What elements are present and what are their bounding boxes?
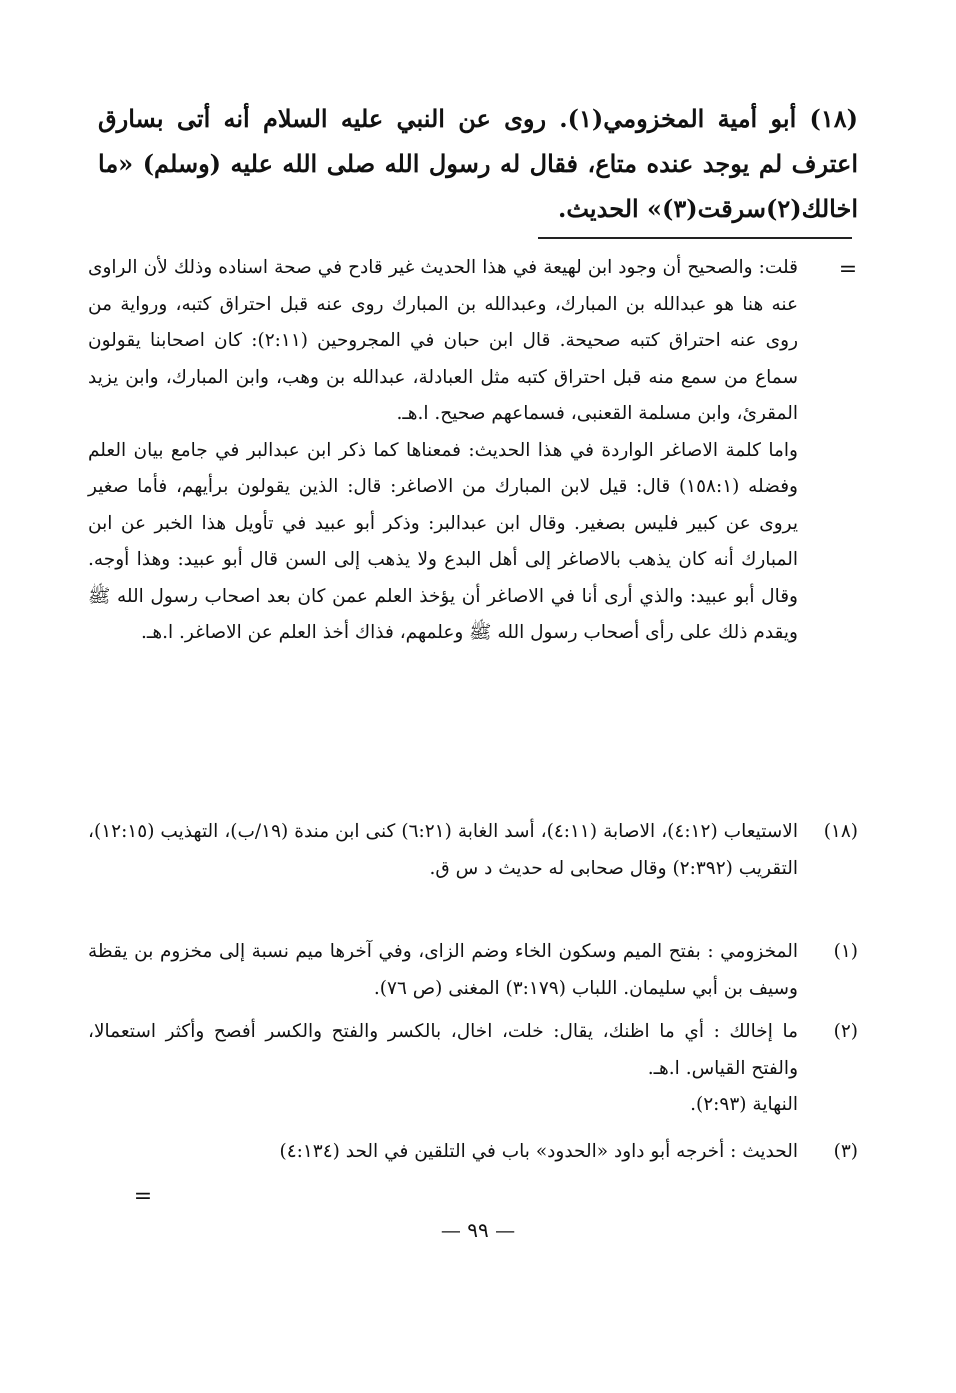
footnote-number: (٣)	[833, 1141, 858, 1162]
page-number: — ٩٩ —	[440, 1218, 516, 1242]
footnote-row	[88, 814, 858, 887]
main-text	[98, 96, 858, 231]
footnote-text	[88, 1014, 798, 1124]
footnote-18	[88, 814, 858, 887]
commentary-row	[88, 250, 858, 652]
footnote-separator-rule	[538, 237, 852, 239]
footnote-number: (١)	[833, 941, 858, 962]
footnote-1	[88, 934, 858, 1007]
footnote-row	[88, 1014, 858, 1124]
commentary-paragraph-1: قلت: والصحيح أن وجود ابن لهيعة في هذا الحديث غير قادح في صحة اسناده وذلك لأن الراوى عنه هنا هو عبدالله بن المبارك، وعبدالله بن المبارك روى عنه قبل احتراق كتبه، ورواية من روى عنه احتراق كتبه صحيحة. قال ابن حبان في المجروحين (٢:١١): كان اصحابنا يقولون سماع من سمع منه قبل احتراق كتبه مثل العبادلة، عبدالله بن وهب، وابن المبارك، وابن يزيد المقرئ، وابن مسلمة القعنبى، فسماعهم صحيح. ا.هـ.	[88, 257, 799, 424]
footnote-source: النهاية (٢:٩٣).	[690, 1094, 798, 1115]
footnote-number: (٢)	[833, 1021, 858, 1042]
next-page-mark: =	[133, 1184, 153, 1209]
footnote-row	[88, 934, 858, 1007]
continuation-mark: =	[838, 257, 858, 282]
commentary-block	[88, 250, 858, 652]
footnote-2	[88, 1014, 858, 1124]
commentary-text	[88, 250, 798, 652]
commentary-indent	[798, 250, 858, 652]
footnote-text: الحديث : أخرجه أبو داود «الحدود» باب في التلقين في الحد (٤:١٣٤)	[279, 1141, 798, 1162]
footnote-number: (١٨)	[823, 821, 858, 842]
main-paragraph: (١٨) أبو أمية المخزومي(١). روى عن النبي عليه السلام أنه أتى بسارق اعترف لم يوجد عنده متاع، فقال له رسول الله صلى الله عليه (وسلم) «ما اخالك(٢)سرقت(٣)» الحديث.	[98, 104, 859, 223]
commentary-paragraph-2: واما كلمة الاصاغر الواردة في هذا الحديث: فمعناها كما ذكر ابن عبدالبر في جامع بيان العلم وفضله (١٥٨:١) قال: قيل لابن المبارك من الاصاغر: قال: الذين يقولون برأيهم، فأما صغير يروى عن كبير فليس بصغير. وقال ابن عبدالبر: وذكر أبو عبيد في تأويل هذا الخبر عن ابن المبارك أنه كان يذهب بالاصاغر إلى أهل البدع ولا يذهب إلى السن قال أبو عبيد: وهذا أوجه. وقال أبو عبيد: والذي أرى أنا في الاصاغر أن يؤخذ العلم عمن كان بعد اصحاب رسول الله ﷺ ويقدم ذلك على رأى أصحاب رسول الله ﷺ وعلمهم، فذاك أخذ العلم عن الاصاغر. ا.هـ.	[88, 439, 798, 643]
footnote-text: الاستيعاب (٤:١٢)، الاصابة (٤:١١)، أسد الغابة (٦:٢١) كنى ابن مندة (١٩/ب)، التهذيب (١٢:١٥)، التقريب (٢:٣٩٢) وقال صحابى له حديث د س ق.	[88, 821, 798, 879]
footnote-text-line: ما إخالك : أي ما اظنك، يقال: خلت، اخال، بالكسر والفتح والكسر أفصح وأكثر استعمالا، والفتح القياس. ا.هـ.	[88, 1021, 798, 1079]
footnote-text: المخزومي : بفتح الميم وسكون الخاء وضم الزاى، وفي آخرها ميم نسبة إلى مخزوم بن يقظة وسيف بن أبي سليمان. اللباب (٣:١٧٩) المغنى (ص ٧٦).	[88, 941, 798, 999]
footnote-3	[88, 1134, 858, 1171]
footnote-row	[88, 1134, 858, 1171]
